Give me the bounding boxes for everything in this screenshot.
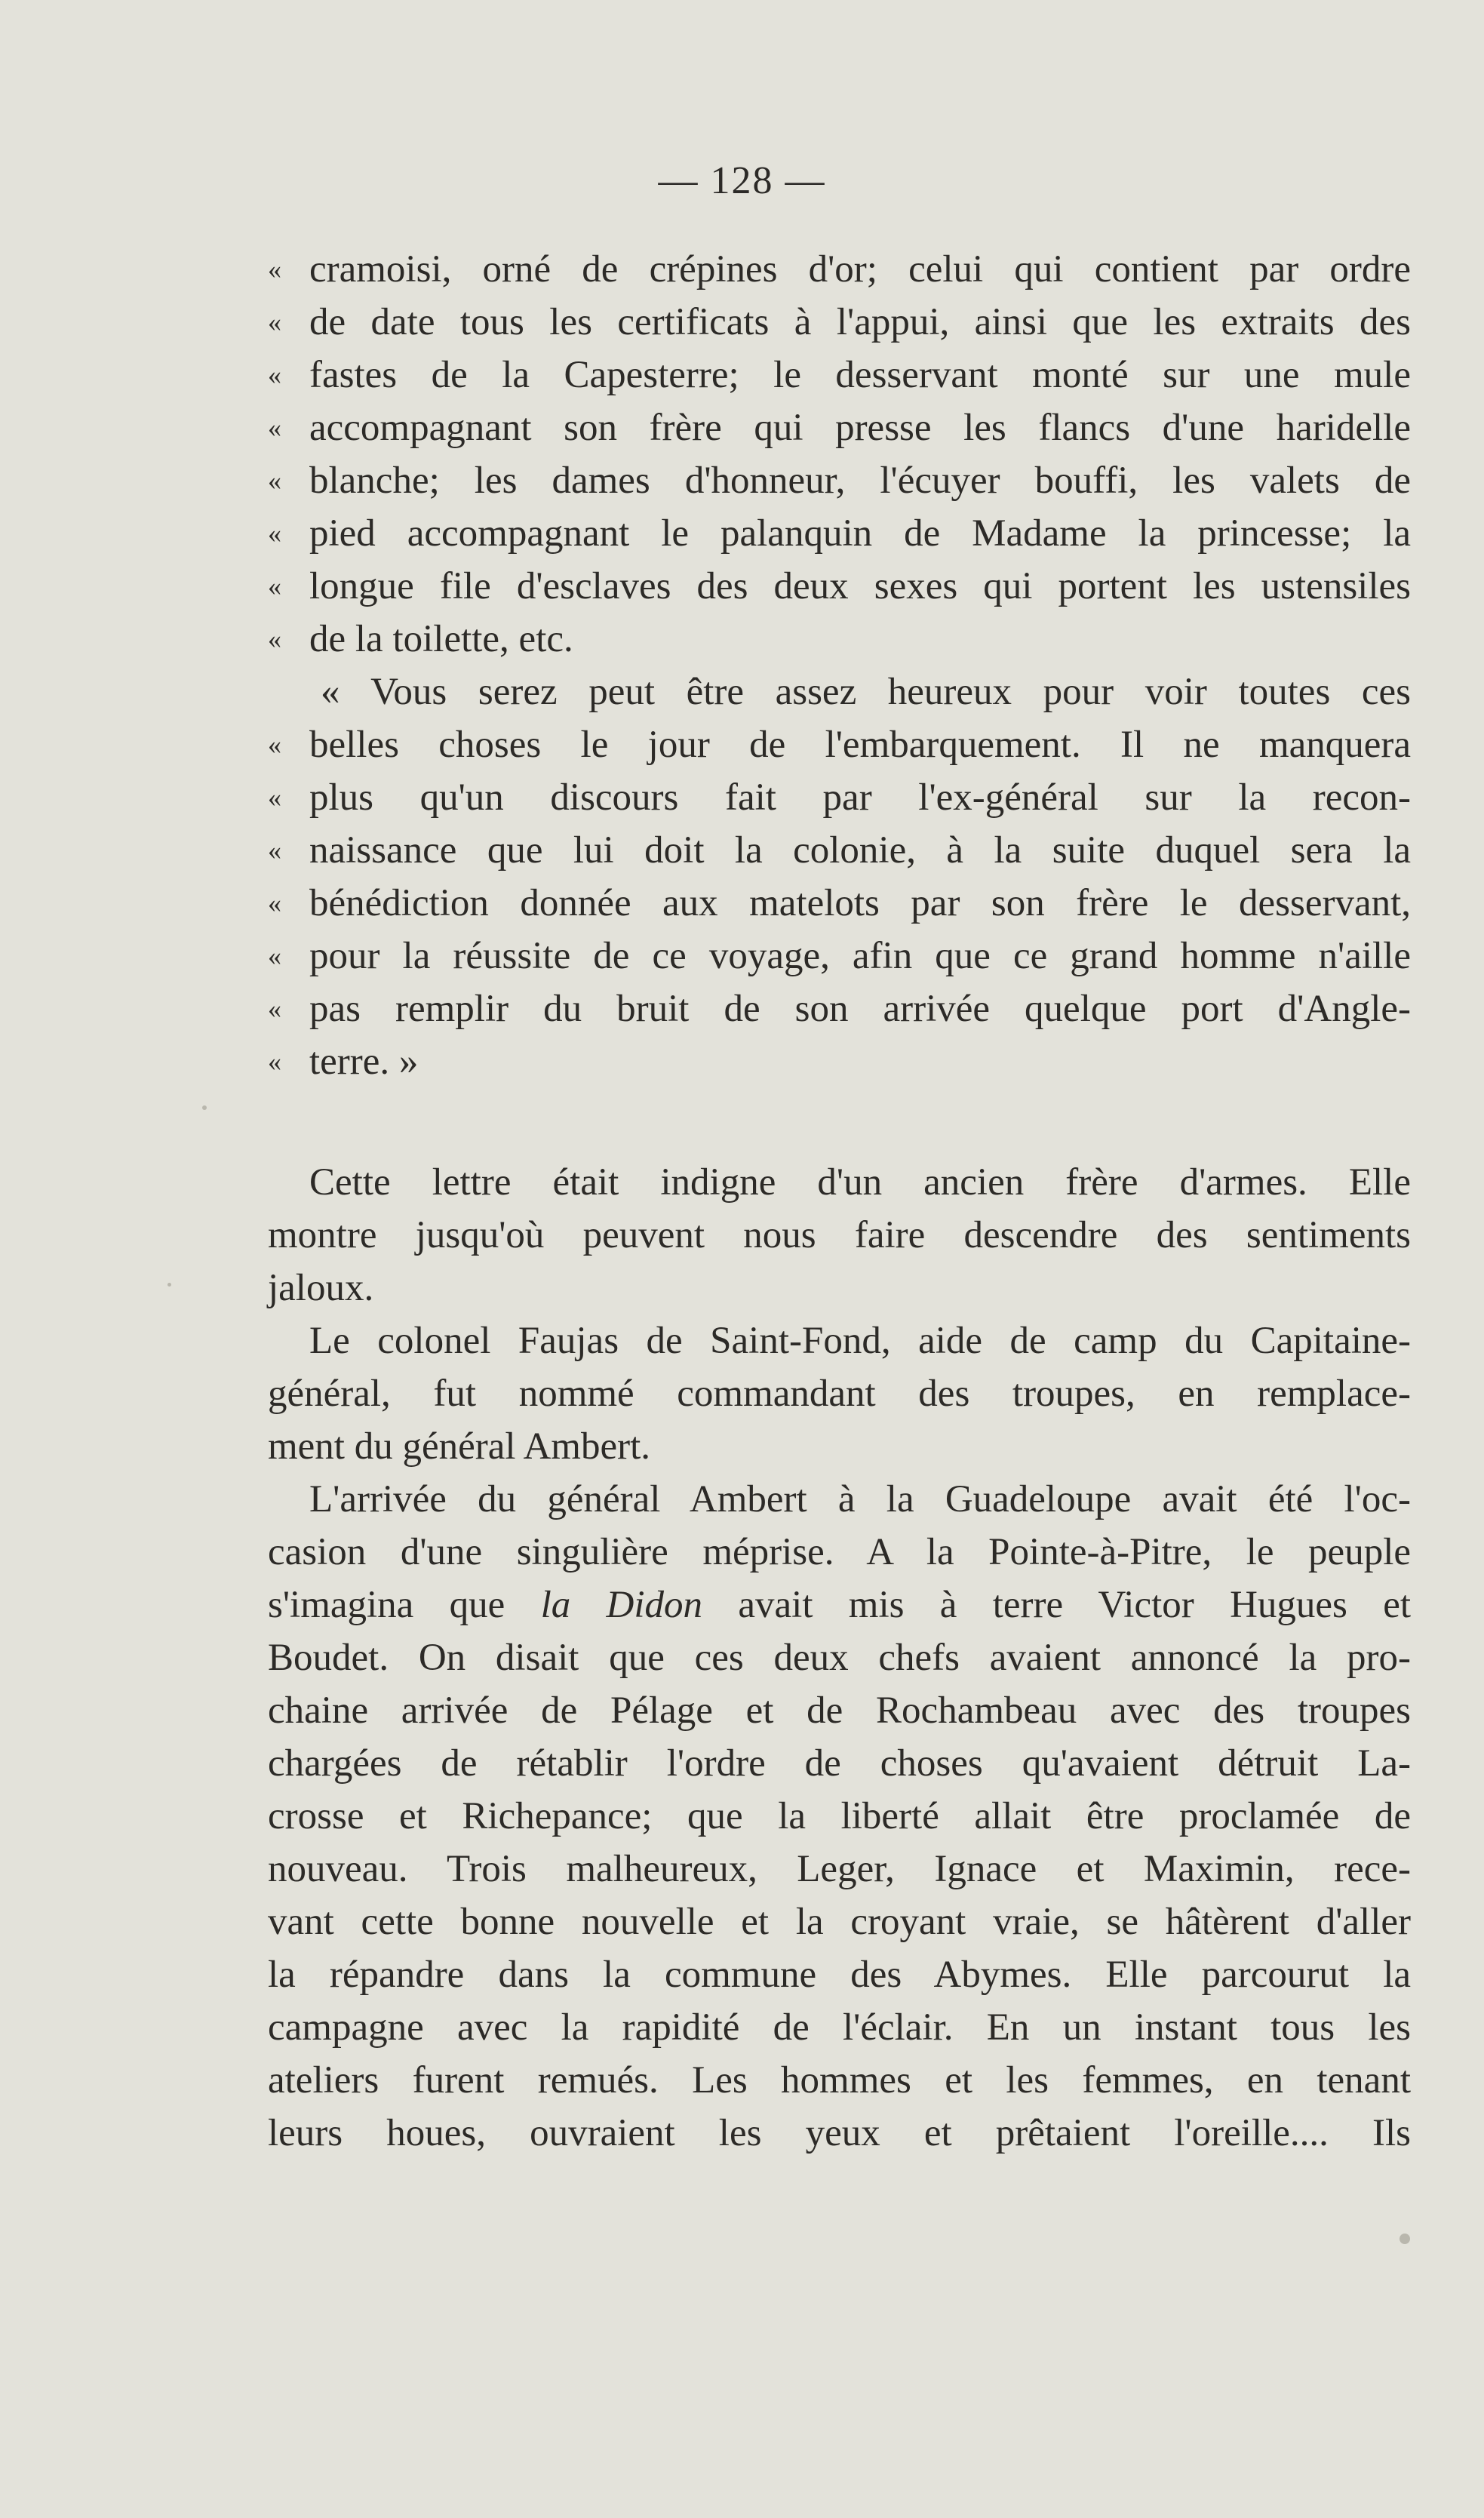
text-line: pas remplir du bruit de son arrivée quelque port d'Angle- <box>309 988 1411 1030</box>
quote-mark: « <box>268 835 281 865</box>
text-line: Cette lettre était indigne d'un ancien frère d'armes. Elle <box>309 1161 1411 1204</box>
text-line: plus qu'un discours fait par l'ex-général sur la recon- <box>309 776 1411 819</box>
text-line: général, fut nommé commandant des troupes, en remplace- <box>268 1373 1411 1415</box>
text-line: Le colonel Faujas de Saint-Fond, aide de camp du Capitaine- <box>309 1320 1411 1362</box>
text-line: nouveau. Trois malheureux, Leger, Ignace et Maximin, rece- <box>268 1848 1411 1890</box>
text-line: blanche; les dames d'honneur, l'écuyer bouffi, les valets de <box>309 460 1411 502</box>
text-line: de la toilette, etc. <box>309 618 573 660</box>
quote-mark: « <box>268 624 281 654</box>
quote-mark: « <box>268 466 281 496</box>
text-line: L'arrivée du général Ambert à la Guadeloupe avait été l'oc- <box>309 1478 1411 1520</box>
text-line: montre jusqu'où peuvent nous faire descendre des sentiments <box>268 1214 1411 1256</box>
text-run: s'imagina que <box>268 1584 541 1626</box>
text-run: avait mis à terre Victor Hugues et <box>702 1584 1411 1626</box>
quote-mark: « <box>268 518 281 549</box>
text-line: jaloux. <box>268 1267 374 1309</box>
text-line: ateliers furent remués. Les hommes et les femmes, en tenant <box>268 2059 1411 2101</box>
text-line: campagne avec la rapidité de l'éclair. En un instant tous les <box>268 2006 1411 2049</box>
text-line: chargées de rétablir l'ordre de choses qu'avaient détruit La- <box>268 1742 1411 1785</box>
quote-mark: « <box>268 307 281 337</box>
text-line: Boudet. On disait que ces deux chefs avaient annoncé la pro- <box>268 1637 1411 1679</box>
quote-mark: « <box>268 941 281 971</box>
ship-name-italic: la Didon <box>540 1584 703 1626</box>
text-line: de date tous les certificats à l'appui, ainsi que les extraits des <box>309 301 1411 343</box>
text-line: pour la réussite de ce voyage, afin que ce grand homme n'aille <box>309 935 1411 977</box>
text-line: casion d'une singulière méprise. A la Pointe-à-Pitre, le peuple <box>268 1531 1411 1573</box>
text-line: bénédiction donnée aux matelots par son frère le desservant, <box>309 882 1411 924</box>
text-line: belles choses le jour de l'embarquement. Il ne manquera <box>309 724 1411 766</box>
text-line: chaine arrivée de Pélage et de Rochambeau avec des troupes <box>268 1689 1411 1732</box>
text-line: terre. » <box>309 1041 419 1083</box>
text-line: « Vous serez peut être assez heureux pour voir toutes ces <box>321 671 1411 713</box>
text-line: la répandre dans la commune des Abymes. Elle parcourut la <box>268 1954 1411 1996</box>
text-line: cramoisi, orné de crépines d'or; celui qui contient par ordre <box>309 248 1411 291</box>
quote-mark: « <box>268 888 281 918</box>
text-line: fastes de la Capesterre; le desservant monté sur une mule <box>309 354 1411 396</box>
text-line: accompagnant son frère qui presse les flancs d'une haridelle <box>309 407 1411 449</box>
text-line: leurs houes, ouvraient les yeux et prêtaient l'oreille.... Ils <box>268 2112 1411 2154</box>
page-number: — 128 — <box>658 159 826 202</box>
quote-mark: « <box>268 413 281 443</box>
text-line: crosse et Richepance; que la liberté allait être proclamée de <box>268 1795 1411 1837</box>
text-line: ment du général Ambert. <box>268 1425 651 1468</box>
text-line: vant cette bonne nouvelle et la croyant vraie, se hâtèrent d'aller <box>268 1901 1411 1943</box>
quote-mark: « <box>268 254 281 284</box>
text-line: pied accompagnant le palanquin de Madame la princesse; la <box>309 512 1411 555</box>
text-line: longue file d'esclaves des deux sexes qui portent les ustensiles <box>309 565 1411 607</box>
paper-speck <box>202 1105 207 1110</box>
paper-speck <box>167 1283 171 1287</box>
quote-mark: « <box>268 1047 281 1077</box>
quote-mark: « <box>268 571 281 601</box>
quote-mark: « <box>268 782 281 813</box>
quote-mark: « <box>268 360 281 390</box>
text-line: naissance que lui doit la colonie, à la suite duquel sera la <box>309 829 1411 872</box>
quote-mark: « <box>268 994 281 1024</box>
text-line-with-italic <box>268 1579 1411 1631</box>
quote-mark: « <box>268 730 281 760</box>
paper-speck <box>1400 2234 1410 2244</box>
